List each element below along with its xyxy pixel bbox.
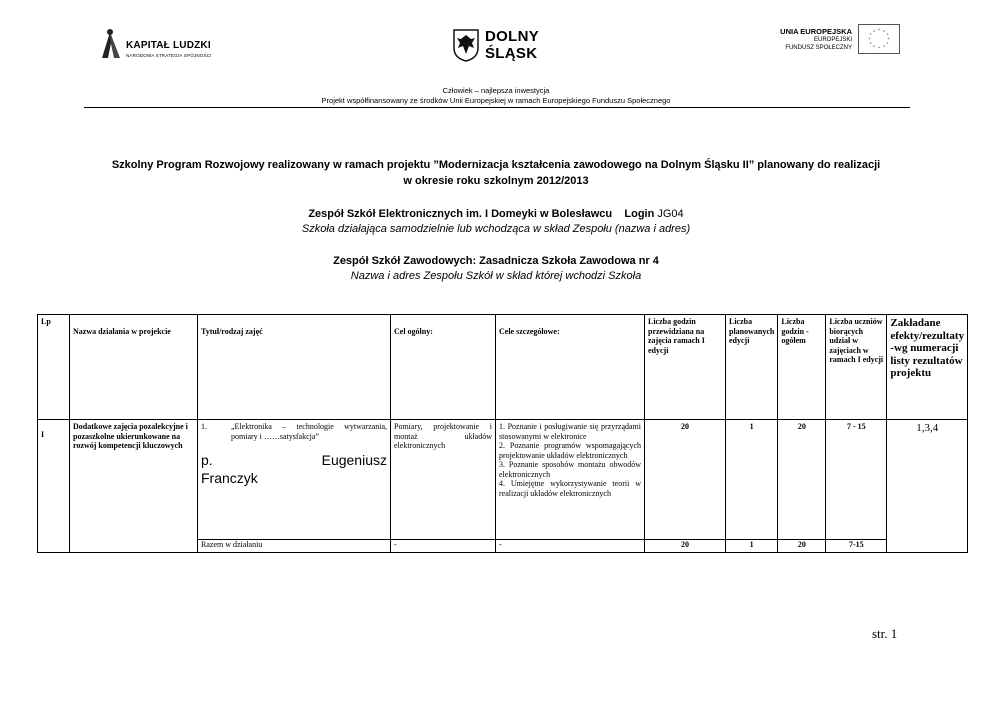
ue-line-3: FUNDUSZ SPOŁECZNY: [785, 45, 852, 51]
motto-text: Człowiek – najlepsza inwestycja: [442, 86, 550, 95]
table-header-row: [38, 315, 968, 420]
document-title: [80, 157, 912, 189]
specific-goal-1: 1. Poznanie i posługiwanie się przyrządami stosowanymi w elektronice: [499, 422, 641, 441]
school-name: Zespół Szkół Elektronicznych im. I Domeyki w Bolesławcu: [308, 208, 613, 220]
row-hours-total: 20: [778, 420, 826, 540]
svg-text:*: *: [869, 32, 872, 38]
program-table: [37, 314, 968, 553]
kapital-ludzki-emblem-icon: [98, 28, 122, 62]
specific-goal-3: 3. Poznanie sposobów montażu obwodów elektronicznych: [499, 460, 641, 479]
school-caption: Szkoła działająca samodzielnie lub wchodząca w skład Zespołu (nazwa i adres): [301, 223, 691, 235]
total-hours-total: 20: [778, 540, 826, 553]
login-label: Login: [624, 208, 655, 220]
svg-text:*: *: [868, 37, 871, 42]
header-hours-planned: Liczba godzin przewidziana na zajęcia ramach I edycji: [645, 315, 726, 420]
dolny-slask-word-1: DOLNY: [485, 28, 539, 45]
row-item-no: 1.: [201, 422, 207, 431]
header-action-name: Nazwa działania w projekcie: [70, 315, 198, 420]
total-label: Razem w działaniu: [198, 540, 391, 553]
svg-text:*: *: [883, 44, 885, 50]
total-students: 7-15: [826, 540, 887, 553]
header-planned-editions: Liczba planowanych edycji: [726, 315, 778, 420]
svg-text:*: *: [886, 32, 889, 38]
header-divider: [84, 107, 910, 108]
document-title-line-1: Szkolny Program Rozwojowy realizowany w ramach projektu ”Modernizacja kształcenia zawodowego na Dolnym Śląsku II” planowany do realizacji: [111, 159, 881, 171]
teacher-first-name: Eugeniusz: [321, 452, 387, 468]
svg-text:*: *: [873, 44, 875, 50]
eu-stars-flag-icon: [858, 24, 900, 54]
header-results: Zakładane efekty/rezultaty -wg numeracji listy rezultatów projektu: [887, 315, 968, 420]
kapital-ludzki-tagline: NARODOWA STRATEGIA SPÓJNOŚCI: [126, 53, 212, 58]
table-row: [38, 420, 968, 540]
ue-line-1: UNIA EUROPEJSKA: [780, 27, 852, 36]
row-students: 7 - 15: [826, 420, 887, 540]
header-title: Tytuł/rodzaj zajęć: [198, 315, 391, 420]
teacher-name: [201, 451, 387, 487]
header-students: Liczba uczniów biorących udział w zajęciach w ramach I edycji: [826, 315, 887, 420]
cofinance-text: Projekt współfinansowany ze środków Unii Europejskiej w ramach Europejskiego Funduszu Społecznego: [321, 96, 671, 105]
kapital-ludzki-name: KAPITAŁ LUDZKI: [126, 40, 211, 51]
svg-text:*: *: [869, 41, 872, 47]
svg-text:*: *: [887, 37, 890, 42]
eagle-crest-icon: [452, 28, 480, 62]
kapital-ludzki-logo: [92, 22, 220, 72]
page-number: str. 1: [872, 626, 898, 641]
complex-name: Zespół Szkół Zawodowych: Zasadnicza Szkoła Zawodowa nr 4: [333, 255, 659, 267]
header-general-goal: Cel ogólny:: [391, 315, 496, 420]
svg-text:*: *: [883, 29, 885, 35]
ue-line-2: EUROPEJSKI: [813, 37, 852, 43]
svg-text:*: *: [878, 46, 880, 51]
teacher-last-name: Franczyk: [201, 470, 258, 486]
total-specific-goals: -: [496, 540, 645, 553]
row-course-title: „Elektronika – technologie wytwarzania, pomiary i ……satysfakcja”: [231, 422, 387, 441]
row-general-goal: Pomiary, projektowanie i montaż układów elektronicznych: [391, 420, 496, 540]
svg-text:*: *: [878, 28, 880, 33]
specific-goal-4: 4. Umiejętne wykorzystywanie teorii w realizacji układów elektronicznych: [499, 479, 641, 498]
teacher-prefix: p.: [201, 452, 213, 468]
header-lp: Lp: [38, 315, 70, 420]
school-line: [0, 207, 992, 222]
svg-text:*: *: [886, 41, 889, 47]
header-specific-goals: Cele szczegółowe:: [496, 315, 645, 420]
login-code: JG04: [657, 208, 684, 220]
row-lp: I: [38, 420, 70, 553]
header-hours-total: Liczba godzin - ogółem: [778, 315, 826, 420]
row-results: 1,3,4: [887, 420, 968, 553]
total-hours-planned: 20: [645, 540, 726, 553]
dolny-slask-logo: [452, 26, 562, 66]
row-specific-goals: [496, 420, 645, 540]
row-hours-planned: 20: [645, 420, 726, 540]
specific-goal-2: 2. Poznanie programów wspomagających projektowanie układów elektronicznych: [499, 441, 641, 460]
document-title-line-2: w okresie roku szkolnym 2012/2013: [403, 175, 589, 187]
dolny-slask-word-2: ŚLĄSK: [485, 45, 538, 62]
total-planned-editions: 1: [726, 540, 778, 553]
row-course-cell: [198, 420, 391, 540]
row-planned-editions: 1: [726, 420, 778, 540]
total-general-goal: -: [391, 540, 496, 553]
complex-caption: Nazwa i adres Zespołu Szkół w skład której wchodzi Szkoła: [350, 270, 642, 282]
svg-text:*: *: [873, 29, 875, 35]
row-action-name: Dodatkowe zajęcia pozalekcyjne i pozaszkolne ukierunkowane na rozwój kompetencji kluczowych: [70, 420, 198, 553]
unia-europejska-logo: [778, 22, 908, 62]
